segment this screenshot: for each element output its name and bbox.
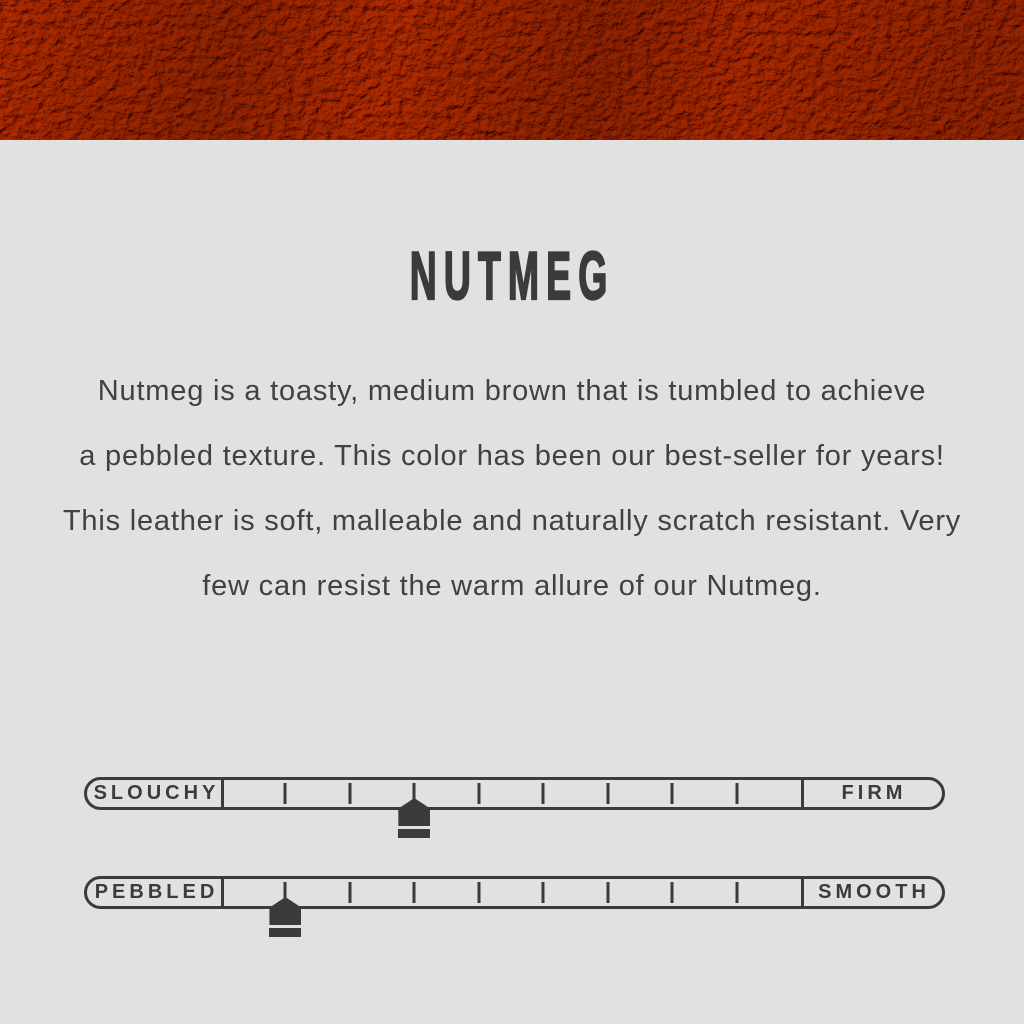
scale-left-label: SLOUCHY bbox=[93, 782, 220, 804]
scale-tick bbox=[542, 783, 545, 804]
texture-scale-marker bbox=[269, 897, 301, 937]
description-line: Nutmeg is a toasty, medium brown that is tumbled to achieve bbox=[97, 375, 927, 407]
scale-tick bbox=[477, 783, 480, 804]
scale-tick bbox=[606, 882, 609, 903]
scale-divider bbox=[221, 879, 224, 906]
description-line: a pebbled texture. This color has been our best-seller for years! bbox=[79, 440, 945, 472]
texture-scale bbox=[84, 876, 945, 909]
description-line: This leather is soft, malleable and naturally scratch resistant. Very bbox=[62, 505, 962, 537]
scale-left-label: PEBBLED bbox=[94, 881, 219, 903]
marker-base bbox=[269, 928, 301, 937]
scale-tick bbox=[284, 783, 287, 804]
marker-base bbox=[398, 829, 430, 838]
description-line: few can resist the warm allure of our Nutmeg. bbox=[202, 570, 822, 602]
scale-tick bbox=[477, 882, 480, 903]
leather-photo bbox=[0, 0, 1024, 140]
firmness-scale bbox=[84, 777, 945, 810]
scale-tick bbox=[542, 882, 545, 903]
scale-tick bbox=[671, 783, 674, 804]
scale-tick bbox=[348, 882, 351, 903]
page-title: NUTMEG bbox=[409, 238, 615, 314]
texture-scale-track bbox=[87, 879, 942, 906]
scale-tick bbox=[735, 882, 738, 903]
marker-pointer-icon bbox=[269, 897, 301, 925]
scale-right-label: FIRM bbox=[841, 782, 907, 804]
scale-tick bbox=[348, 783, 351, 804]
marker-pointer-icon bbox=[398, 798, 430, 826]
scale-divider bbox=[221, 780, 224, 807]
color-description bbox=[0, 359, 1024, 619]
leather-photo-shading bbox=[0, 0, 1024, 140]
scale-tick bbox=[671, 882, 674, 903]
scale-tick bbox=[606, 783, 609, 804]
firmness-scale-track bbox=[87, 780, 942, 807]
scale-tick bbox=[735, 783, 738, 804]
scale-right-label: SMOOTH bbox=[818, 881, 930, 903]
firmness-scale-marker bbox=[398, 798, 430, 838]
scale-tick bbox=[413, 882, 416, 903]
